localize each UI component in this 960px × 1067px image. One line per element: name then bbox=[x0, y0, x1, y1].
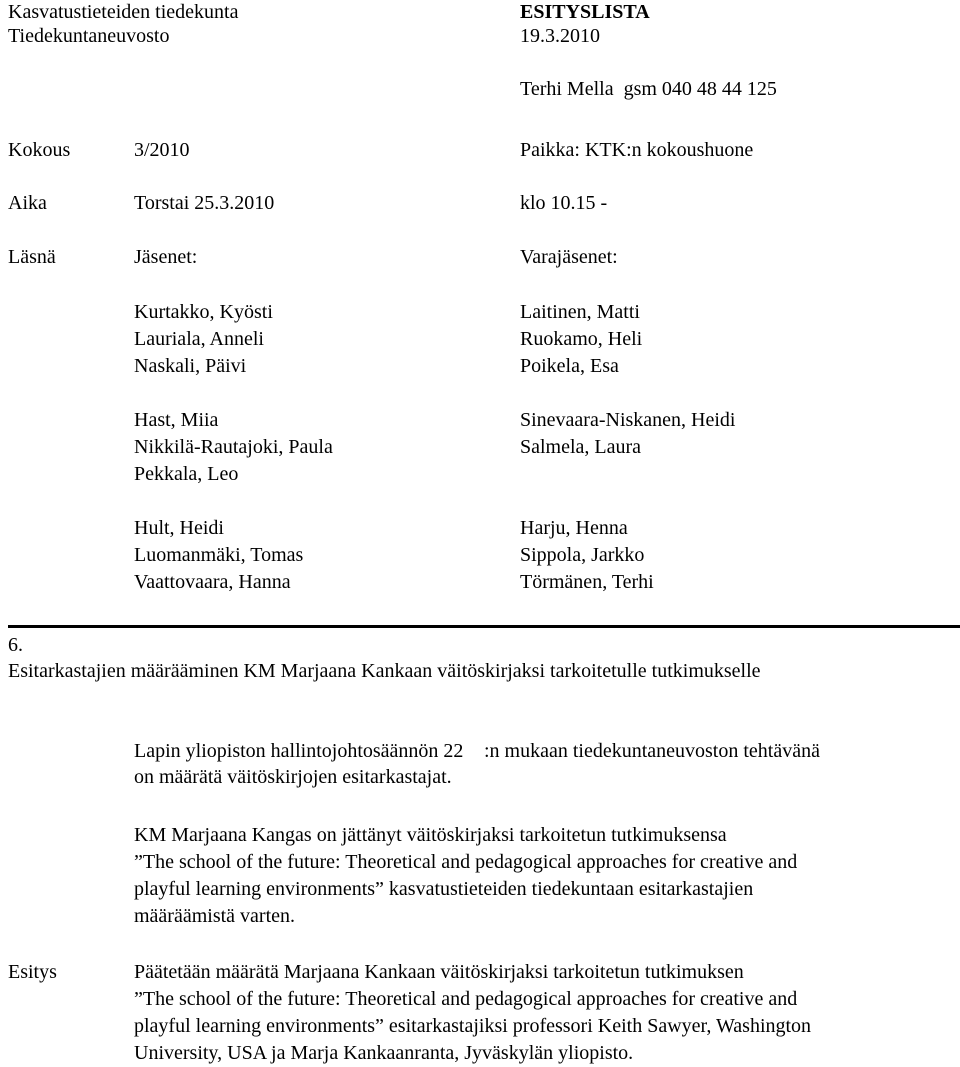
proposal-line: playful learning environments” esitarkastajiksi professori Keith Sawyer, Washington bbox=[134, 1015, 812, 1037]
deputy-name: Sinevaara-Niskanen, Heidi bbox=[520, 409, 736, 431]
kokous-label: Kokous bbox=[8, 139, 71, 161]
deputy-name: Harju, Henna bbox=[520, 517, 628, 539]
deputies-label: Varajäsenet: bbox=[520, 246, 618, 268]
doc-type: ESITYSLISTA bbox=[520, 1, 650, 23]
member-name: Kurtakko, Kyösti bbox=[134, 301, 273, 323]
paragraph-line: ”The school of the future: Theoretical and pedagogical approaches for creative and bbox=[134, 851, 798, 873]
item-title: Esitarkastajien määrääminen KM Marjaana Kankaan väitöskirjaksi tarkoitetulle tutkimukselle bbox=[8, 660, 761, 682]
member-name: Pekkala, Leo bbox=[134, 463, 239, 485]
paragraph-line: Lapin yliopiston hallintojohtosäännön 22 :n mukaan tiedekuntaneuvoston tehtävänä bbox=[134, 740, 805, 762]
member-name: Vaattovaara, Hanna bbox=[134, 571, 291, 593]
klo-value: klo 10.15 - bbox=[520, 192, 608, 214]
paragraph-line: KM Marjaana Kangas on jättänyt väitöskirjaksi tarkoitetun tutkimuksensa bbox=[134, 824, 727, 846]
members-label: Jäsenet: bbox=[134, 246, 198, 268]
proposal-line: University, USA ja Marja Kankaanranta, Jyväskylän yliopisto. bbox=[134, 1042, 634, 1064]
member-name: Hast, Miia bbox=[134, 409, 219, 431]
member-name: Hult, Heidi bbox=[134, 517, 224, 539]
section-divider bbox=[8, 625, 960, 628]
deputy-name: Sippola, Jarkko bbox=[520, 544, 645, 566]
kokous-value: 3/2010 bbox=[134, 139, 190, 161]
paragraph-line: määräämistä varten. bbox=[134, 905, 296, 927]
paragraph-line: on määrätä väitöskirjojen esitarkastajat. bbox=[134, 766, 452, 788]
aika-label: Aika bbox=[8, 192, 47, 214]
member-name: Naskali, Päivi bbox=[134, 355, 247, 377]
faculty-name: Kasvatustieteiden tiedekunta bbox=[8, 1, 239, 23]
contact-info: Terhi Mella gsm 040 48 44 125 bbox=[520, 78, 777, 100]
item-number: 6. bbox=[8, 634, 23, 656]
paikka: Paikka: KTK:n kokoushuone bbox=[520, 139, 754, 161]
deputy-name: Laitinen, Matti bbox=[520, 301, 640, 323]
paragraph-line: playful learning environments” kasvatustieteiden tiedekuntaan esitarkastajien bbox=[134, 878, 754, 900]
member-name: Lauriala, Anneli bbox=[134, 328, 264, 350]
esitys-label: Esitys bbox=[8, 961, 57, 983]
member-name: Luomanmäki, Tomas bbox=[134, 544, 304, 566]
council-name: Tiedekuntaneuvosto bbox=[8, 25, 170, 47]
deputy-name: Poikela, Esa bbox=[520, 355, 619, 377]
proposal-line: Päätetään määrätä Marjaana Kankaan väitöskirjaksi tarkoitetun tutkimuksen bbox=[134, 961, 744, 983]
doc-date: 19.3.2010 bbox=[520, 25, 600, 47]
deputy-name: Salmela, Laura bbox=[520, 436, 642, 458]
deputy-name: Törmänen, Terhi bbox=[520, 571, 654, 593]
lasna-label: Läsnä bbox=[8, 246, 56, 268]
proposal-line: ”The school of the future: Theoretical and pedagogical approaches for creative and bbox=[134, 988, 798, 1010]
aika-value: Torstai 25.3.2010 bbox=[134, 192, 275, 214]
member-name: Nikkilä-Rautajoki, Paula bbox=[134, 436, 333, 458]
deputy-name: Ruokamo, Heli bbox=[520, 328, 643, 350]
